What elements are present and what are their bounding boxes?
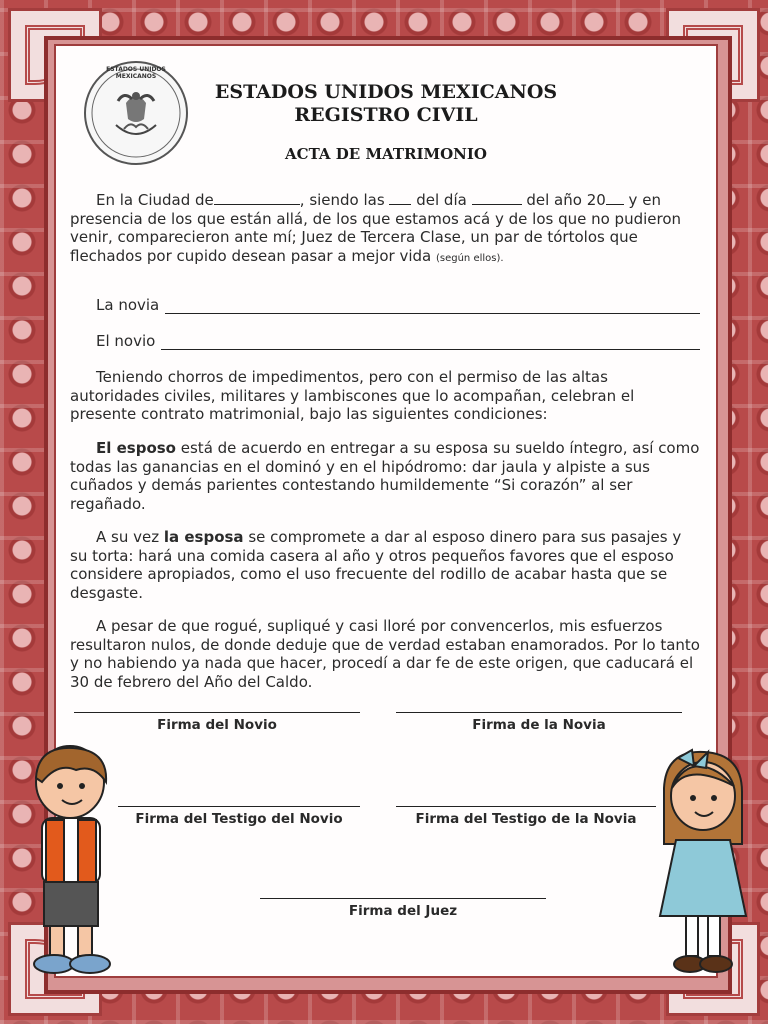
wife-label: la esposa	[163, 528, 244, 546]
novia-field[interactable]	[96, 296, 700, 314]
groom-signature[interactable]	[74, 712, 360, 733]
impediments-text: Teniendo chorros de impedimentos, pero con el permiso de las altas autoridades civiles, militares y lambiscones que lo acompañan, celebran el presente contrato matrimonial, bajo las siguientes condiciones:	[70, 368, 635, 423]
signature-line	[260, 898, 546, 899]
wife-text: se compromete a dar al esposo dinero para sus pasajes y su torta: hará una comida casera al año y otros pequeños favores que el esposo considere apropiados, como el uso frecuente del rodillo de acabar hasta que se desgaste.	[70, 528, 682, 602]
hour-blank[interactable]	[389, 191, 411, 205]
impediments-paragraph	[70, 368, 700, 424]
bride-witness-label: Firma del Testigo de la Novia	[415, 811, 637, 827]
novia-label: La novia	[96, 296, 160, 314]
husband-paragraph	[70, 439, 700, 513]
document-header	[206, 81, 566, 127]
novio-label: El novio	[96, 332, 156, 350]
office-name: REGISTRO CIVIL	[294, 104, 478, 126]
bride-signature-label: Firma de la Novia	[472, 717, 606, 733]
country-name: ESTADOS UNIDOS MEXICANOS	[214, 81, 558, 103]
city-blank[interactable]	[214, 191, 300, 205]
wife-paragraph	[70, 528, 700, 602]
groom-witness-label: Firma del Testigo del Novio	[135, 811, 343, 827]
novia-line[interactable]	[165, 297, 700, 314]
seal-caption: ESTADOS UNIDOS MEXICANOS	[106, 66, 166, 80]
novio-field[interactable]	[96, 332, 700, 350]
husband-label: El esposo	[96, 439, 176, 457]
signature-line	[74, 712, 360, 713]
bride-signature[interactable]	[396, 712, 682, 733]
signature-line	[118, 806, 360, 807]
signature-line	[396, 712, 682, 713]
intro-text: en presencia de los que están allá, de los que estamos acá y de los que no pudieron venir, comparecieron ante mí; Juez de Tercera Clase, un par de tórtolos que flechados por cupido desean pasar a mejor vida	[70, 191, 682, 265]
intro-city-label: En la Ciudad de	[96, 191, 214, 209]
novio-line[interactable]	[161, 333, 700, 350]
signature-line	[396, 806, 656, 807]
intro-note: (según ellos).	[435, 252, 504, 264]
girl-illustration	[648, 748, 758, 984]
intro-year-label: del año 20	[521, 191, 606, 209]
boy-illustration	[18, 742, 128, 982]
national-seal	[84, 61, 188, 165]
bride-witness-signature[interactable]	[396, 806, 656, 827]
certificate-content	[54, 44, 718, 978]
year-blank[interactable]	[606, 191, 624, 205]
judge-signature[interactable]	[260, 898, 546, 919]
final-text: A pesar de que rogué, supliqué y casi lloré por convencerlos, mis esfuerzos resultaron nulos, de donde deduje que de verdad estaban enamorados. Por lo tanto y no habiendo ya nada que hacer, procedí a dar fe de este origen, que caducará el 30 de febrero del Año del Caldo.	[70, 617, 700, 691]
wife-pre: A su vez	[96, 528, 164, 546]
intro-day-label: del día	[411, 191, 467, 209]
final-paragraph	[70, 617, 700, 691]
husband-text: está de acuerdo en entregar a su esposa su sueldo íntegro, así como todas las ganancias en el dominó y en el hipódromo: dar jaula y alpiste a sus cuñados y demás parientes contestando humildemente “Si corazón” al ser regañado.	[70, 439, 700, 513]
intro-hour-label: , siendo las	[299, 191, 385, 209]
groom-witness-signature[interactable]	[118, 806, 360, 827]
intro-paragraph	[70, 191, 700, 268]
intro-and: y	[623, 191, 638, 209]
day-blank[interactable]	[472, 191, 522, 205]
judge-signature-label: Firma del Juez	[348, 903, 458, 919]
document-title: ACTA DE MATRIMONIO	[285, 145, 487, 163]
groom-signature-label: Firma del Novio	[157, 717, 277, 733]
